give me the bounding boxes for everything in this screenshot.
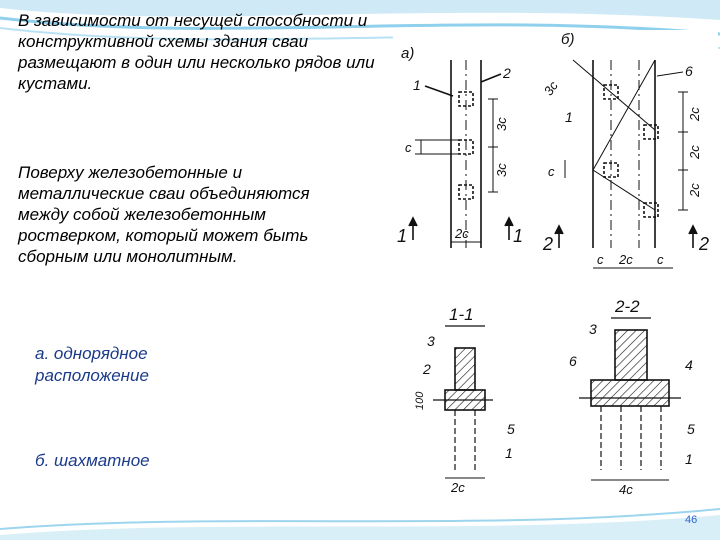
pile-layout-drawing [393, 30, 718, 500]
section-mark-2-left: 2 [543, 234, 554, 254]
dim-3c-plan-b: 3c [540, 78, 561, 99]
section-mark-1-left: 1 [397, 226, 408, 246]
paragraph-grillage: Поверху железобетонные и металлические сваи объединяются между собой железобетонным ростверком, который может быть сборным или монолитным. [18, 163, 310, 266]
caption-single-row: а. однорядное расположение [35, 344, 149, 385]
dim-c-plan-a: c [405, 140, 412, 155]
callout-1-plan-a: 1 [413, 77, 421, 93]
dim-4c-section-2: 4c [619, 482, 633, 497]
callout-1-section-2: 1 [685, 451, 693, 467]
slide-number: 46 [685, 514, 698, 526]
callout-1-plan-b: 1 [565, 109, 573, 125]
callout-5-section-1: 5 [507, 421, 515, 437]
section-mark-2-right: 2 [699, 234, 710, 254]
section-title-1-1: 1-1 [449, 305, 474, 324]
dim-2c-section-1: 2c [451, 480, 465, 495]
dim-2c-b1: 2c [687, 107, 702, 121]
dim-c-b-left: c [597, 252, 604, 267]
dim-2c-plan-a: 2c [455, 226, 469, 241]
section-title-2-2: 2-2 [615, 297, 640, 316]
dim-c-b-right: c [657, 252, 664, 267]
callout-5-section-2: 5 [687, 421, 695, 437]
callout-6-plan-b: 6 [685, 63, 693, 79]
dim-3c-top: 3c [494, 117, 509, 131]
callout-2-plan-a: 2 [503, 65, 511, 81]
label-b: б) [561, 31, 575, 48]
callout-1-section-1: 1 [505, 445, 513, 461]
callout-2-section-1: 2 [423, 361, 431, 377]
dim-c-plan-b: c [548, 164, 555, 179]
callout-4-section-2: 4 [685, 357, 693, 373]
dim-3c-bottom: 3c [494, 163, 509, 177]
dim-2c-b3: 2c [687, 183, 702, 197]
callout-3-section-2: 3 [589, 321, 597, 337]
callout-3-section-1: 3 [427, 333, 435, 349]
caption-staggered: б. шахматное [35, 451, 150, 470]
label-a: а) [401, 45, 415, 62]
dim-2c-b2: 2c [687, 145, 702, 159]
callout-6-section-2: 6 [569, 353, 577, 369]
bottom-wave-decoration [0, 505, 720, 540]
paragraph-pile-placement: В зависимости от несущей способности и конструктивной схемы здания сваи размещают в один или несколько рядов или кустами. [18, 11, 375, 93]
section-mark-1-right: 1 [513, 226, 524, 246]
dim-100: 100 [414, 391, 426, 410]
dim-2c-b-bottom: 2c [619, 252, 633, 267]
